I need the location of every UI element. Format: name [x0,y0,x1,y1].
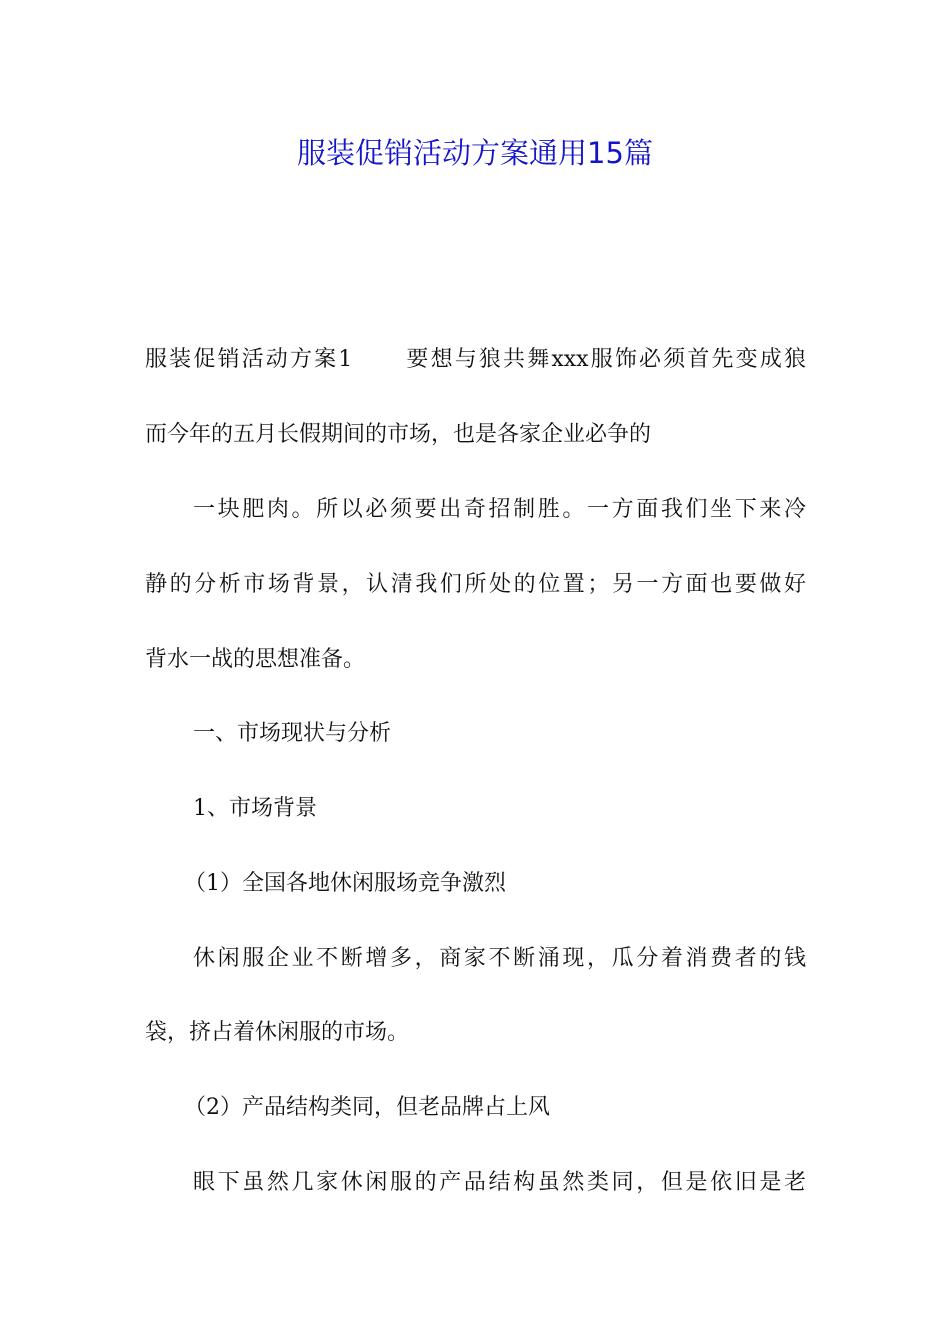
paragraph-line: 背水一战的思想准备。 [145,647,366,672]
paragraph-line: 袋，挤占着休闲服的市场。 [145,1020,410,1045]
paragraph-line-first [145,340,806,380]
paragraph-line: 一块肥肉。所以必须要出奇招制胜。一方面我们坐下来冷 [193,497,806,522]
paragraph-line: 而今年的五月长假期间的市场，也是各家企业必争的 [145,422,652,447]
document-title: 服装促销活动方案通用15篇 [297,136,653,170]
section-heading: 一、市场现状与分析 [193,721,392,746]
subsection-item: （1）全国各地休闲服场竞争激烈 [184,871,506,896]
paragraph-line: 静的分析市场背景，认清我们所处的位置；另一方面也要做好 [145,572,806,597]
subsection-item: （2）产品结构类同，但老品牌占上风 [184,1095,550,1120]
section-heading-label: 服装促销活动方案1 [145,347,353,372]
paragraph-line: 眼下虽然几家休闲服的产品结构虽然类同，但是依旧是老 [193,1170,806,1195]
section-heading-text: 要想与狼共舞xxx服饰必须首先变成狼 [404,347,806,372]
subsection-heading: 1、市场背景 [193,796,317,821]
paragraph-line: 休闲服企业不断增多，商家不断涌现，瓜分着消费者的钱 [193,946,806,971]
